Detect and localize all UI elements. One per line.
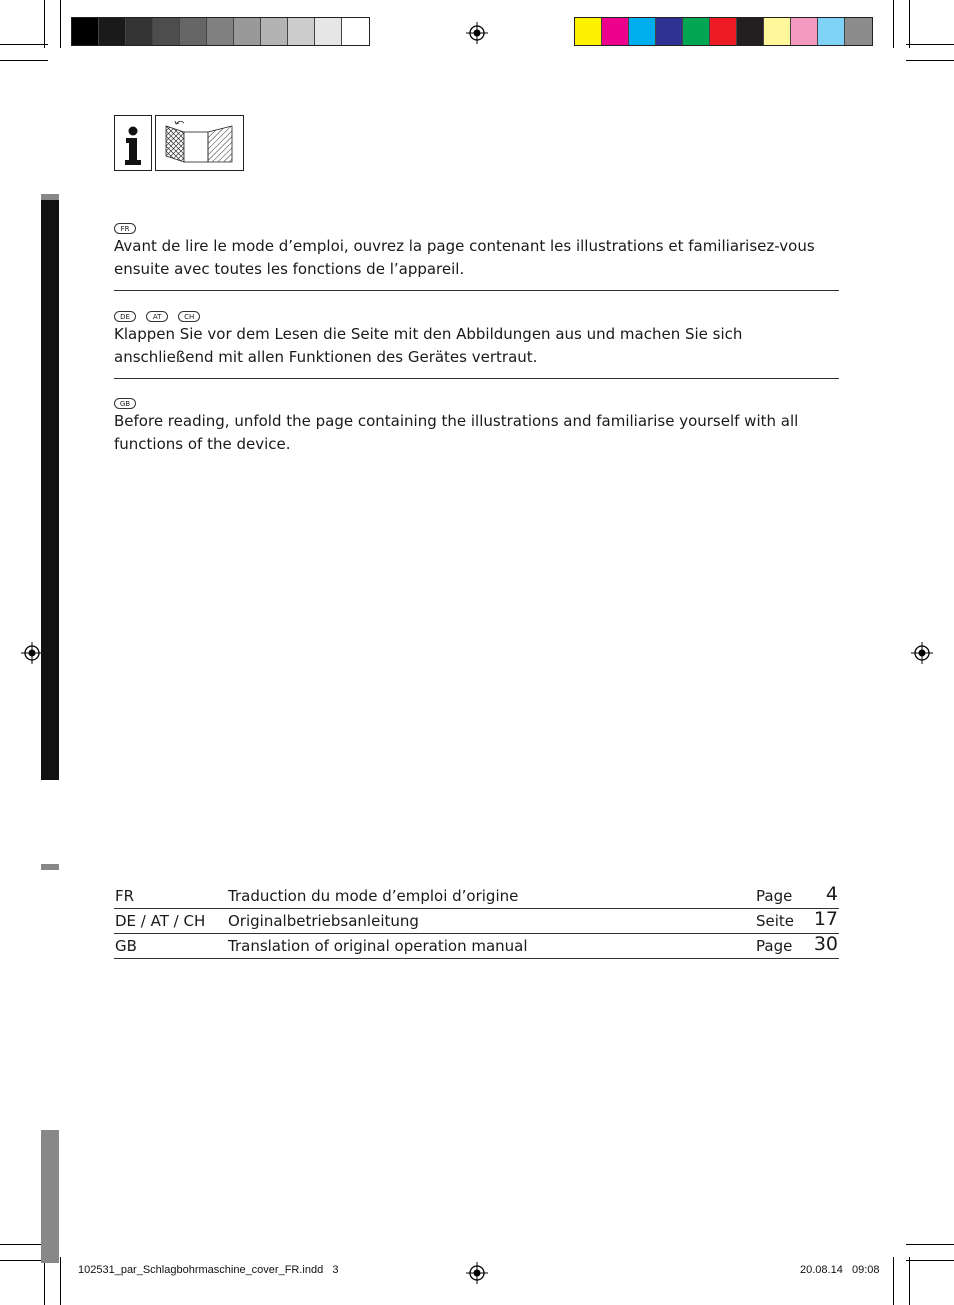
color-swatch bbox=[342, 18, 369, 45]
instruction-text-fr: Avant de lire le mode d’emploi, ouvrez la page contenant les illustrations et familiarisez-vous ensuite avec toutes les fonctions de l’appareil. bbox=[114, 237, 815, 278]
registration-mark-icon bbox=[466, 22, 488, 44]
fold-out-page-icon bbox=[155, 115, 244, 171]
color-swatch bbox=[288, 18, 315, 45]
color-swatch bbox=[261, 18, 288, 45]
color-swatch bbox=[126, 18, 153, 45]
color-swatch bbox=[737, 18, 764, 45]
registration-mark-icon bbox=[911, 642, 933, 664]
divider bbox=[114, 378, 839, 379]
color-swatch bbox=[710, 18, 737, 45]
color-swatch bbox=[234, 18, 261, 45]
color-swatch bbox=[72, 18, 99, 45]
process-color-bar bbox=[574, 17, 873, 46]
color-swatch bbox=[845, 18, 872, 45]
registration-mark-icon bbox=[21, 642, 43, 664]
registration-mark-icon bbox=[466, 1262, 488, 1284]
language-badge: CH bbox=[178, 311, 200, 322]
toc-page-label: Page bbox=[756, 887, 793, 905]
color-swatch bbox=[207, 18, 234, 45]
toc-page-number: 30 bbox=[813, 933, 838, 955]
instruction-text-gb: Before reading, unfold the page containing the illustrations and familiarise yourself with all functions of the device. bbox=[114, 412, 799, 453]
color-swatch bbox=[153, 18, 180, 45]
color-swatch bbox=[315, 18, 342, 45]
color-swatch bbox=[629, 18, 656, 45]
side-bar-gray bbox=[41, 1130, 59, 1263]
side-bar-marker bbox=[41, 864, 59, 870]
toc-page-label: Seite bbox=[756, 912, 795, 930]
side-bar-dark bbox=[41, 194, 59, 780]
language-badge: GB bbox=[114, 398, 136, 409]
date-slug: 20.08.14 09:08 bbox=[800, 1264, 880, 1276]
instruction-text-de: Klappen Sie vor dem Lesen die Seite mit den Abbildungen aus und machen Sie sich anschließend mit allen Funktionen des Gerätes vertraut. bbox=[114, 325, 743, 366]
color-swatch bbox=[99, 18, 126, 45]
table-of-contents bbox=[114, 884, 839, 959]
side-bar-tab bbox=[41, 194, 59, 200]
divider bbox=[114, 290, 839, 291]
toc-page-number: 17 bbox=[813, 908, 838, 930]
file-slug: 102531_par_Schlagbohrmaschine_cover_FR.indd 3 bbox=[78, 1264, 339, 1276]
toc-language: GB bbox=[115, 937, 137, 955]
language-badge: FR bbox=[114, 223, 136, 234]
toc-row-de[interactable] bbox=[114, 909, 839, 934]
color-swatch bbox=[656, 18, 683, 45]
toc-row-fr[interactable] bbox=[114, 884, 839, 909]
color-swatch bbox=[818, 18, 845, 45]
toc-page-number: 4 bbox=[825, 883, 838, 905]
toc-title: Traduction du mode d’emploi d’origine bbox=[228, 887, 519, 905]
color-swatch bbox=[683, 18, 710, 45]
grayscale-color-bar bbox=[71, 17, 370, 46]
toc-title: Translation of original operation manual bbox=[228, 937, 528, 955]
toc-title: Originalbetriebsanleitung bbox=[228, 912, 419, 930]
color-swatch bbox=[764, 18, 791, 45]
color-swatch bbox=[575, 18, 602, 45]
language-badge: AT bbox=[146, 311, 168, 322]
color-swatch bbox=[180, 18, 207, 45]
toc-language: FR bbox=[115, 887, 135, 905]
toc-language: DE / AT / CH bbox=[115, 912, 206, 930]
language-badge: DE bbox=[114, 311, 136, 322]
toc-page-label: Page bbox=[756, 937, 793, 955]
color-swatch bbox=[602, 18, 629, 45]
info-icon bbox=[114, 115, 152, 171]
toc-row-gb[interactable] bbox=[114, 934, 839, 959]
color-swatch bbox=[791, 18, 818, 45]
